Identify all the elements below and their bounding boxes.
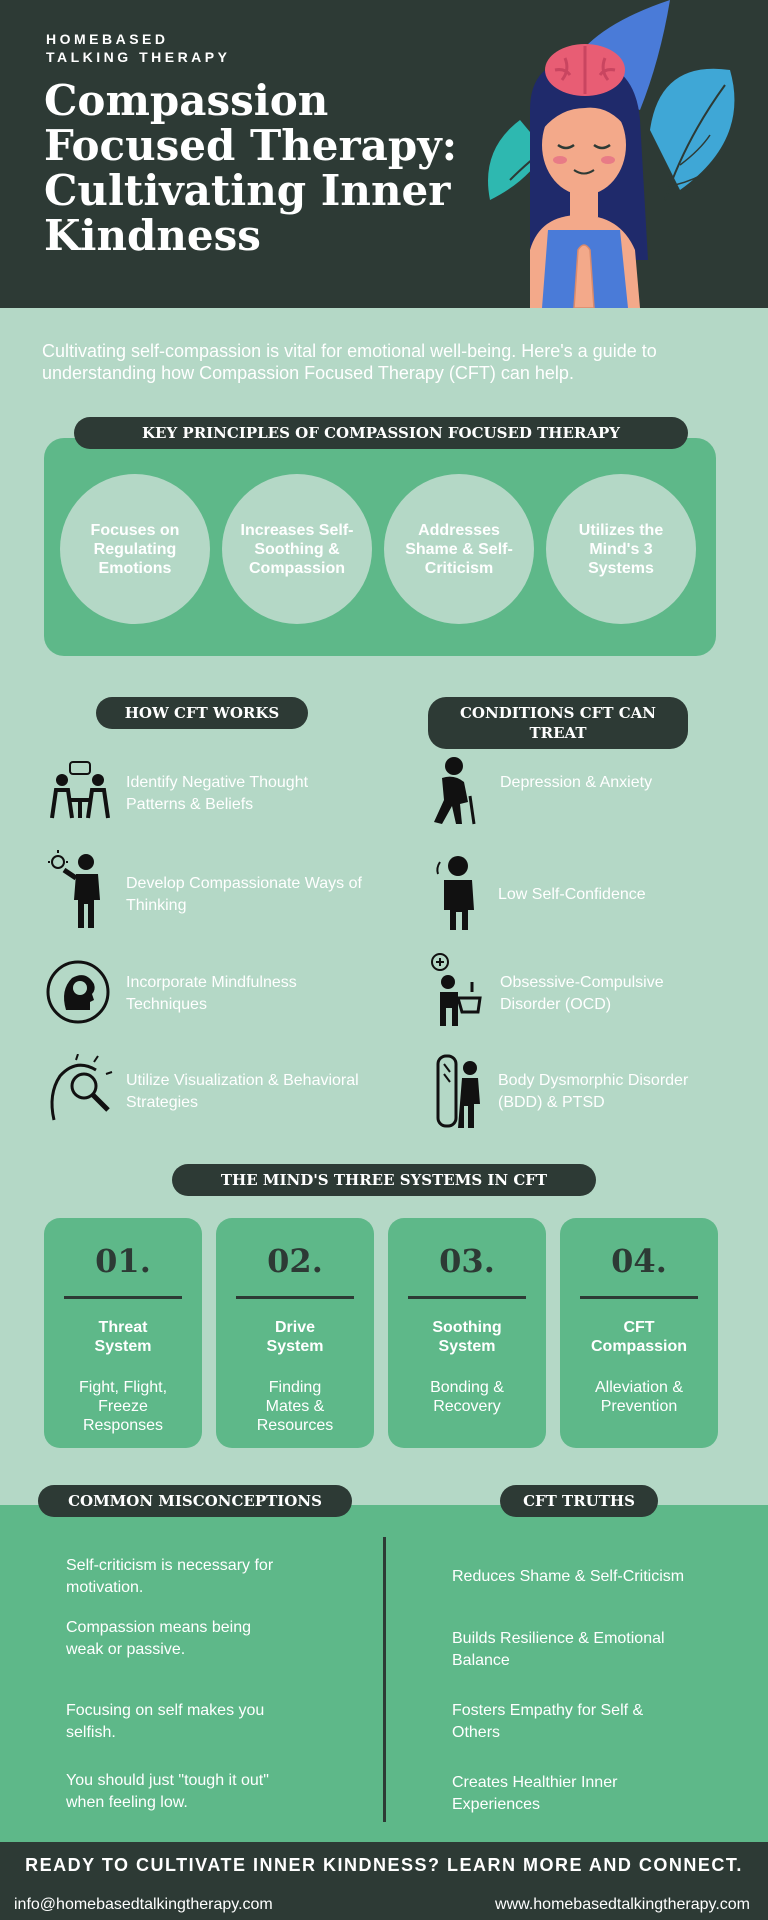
group-discussion-icon [46,760,114,820]
system-description: Fight, Flight, Freeze Responses [78,1379,168,1434]
misconception-item: Focusing on self makes you selfish. [66,1702,265,1741]
system-number: 02. [267,1242,323,1280]
column-divider [383,1537,386,1822]
truths-heading: CFT TRUTHS [500,1485,658,1517]
misconception-item: Compassion means being weak or passive. [66,1619,251,1658]
brand-line-1: HOMEBASED [46,31,169,47]
system-title: Soothing System [432,1319,502,1355]
how-cft-item: Utilize Visualization & Behavioral Strategies [126,1072,359,1111]
page-title: Compassion Focused Therapy: Cultivating Inner Kindness [44,76,458,260]
sad-person-icon [428,756,480,826]
system-card [44,1218,202,1448]
system-number: 04. [611,1242,667,1280]
how-cft-item: Develop Compassionate Ways of Thinking [126,875,362,914]
head-magnifier-icon [46,1054,116,1124]
system-number: 01. [95,1242,151,1280]
header-banner [0,0,768,308]
system-card [388,1218,546,1448]
truth-item: Builds Resilience & Emotional Balance [452,1630,665,1669]
condition-item: Depression & Anxiety [500,774,653,791]
misconception-item: You should just "tough it out" when feeling low. [66,1772,269,1811]
principles-heading: KEY PRINCIPLES OF COMPASSION FOCUSED THERAPY [74,417,688,449]
system-title: Drive System [266,1319,324,1355]
systems-heading: THE MIND'S THREE SYSTEMS IN CFT [172,1164,596,1196]
system-divider [580,1296,698,1299]
system-description: Alleviation & Prevention [594,1379,684,1415]
system-card [216,1218,374,1448]
idea-person-icon [48,850,110,930]
mirror-icon [436,1054,484,1130]
truth-item: Reduces Shame & Self-Criticism [452,1568,685,1585]
condition-item: Low Self-Confidence [498,886,646,903]
system-divider [408,1296,526,1299]
system-title: CFT Compassion [590,1319,687,1355]
conditions-heading: CONDITIONS CFT CAN TREAT [428,697,688,749]
shy-person-icon [434,852,478,932]
principle-circle: Addresses Shame & Self-Criticism [384,474,534,624]
brand-logo [46,30,230,66]
system-number: 03. [439,1242,495,1280]
email-link[interactable]: info@homebasedtalkingtherapy.com [14,1896,273,1913]
how-cft-heading: HOW CFT WORKS [96,697,308,729]
principle-circle: Focuses on Regulating Emotions [60,474,210,624]
call-to-action: READY TO CULTIVATE INNER KINDNESS? LEARN MORE AND CONNECT. [25,1855,743,1875]
principles-panel [44,438,716,656]
misconception-item: Self-criticism is necessary for motivation. [66,1557,274,1596]
brand-line-2: TALKING THERAPY [46,49,231,65]
system-description: Finding Mates & Resources [256,1379,334,1434]
principle-circle: Increases Self-Soothing & Compassion [222,474,372,624]
meditating-woman-illustration [470,0,768,308]
system-title: Threat System [94,1319,152,1355]
how-cft-item: Identify Negative Thought Patterns & Beliefs [126,774,309,813]
how-cft-item: Incorporate Mindfulness Techniques [126,974,297,1013]
system-divider [236,1296,354,1299]
website-link[interactable]: www.homebasedtalkingtherapy.com [495,1896,750,1913]
system-card [560,1218,718,1448]
intro-text: Cultivating self-compassion is vital for emotional well-being. Here's a guide to understanding how Compassion Focused Therapy (CFT) can help. [42,341,657,383]
truth-item: Fosters Empathy for Self & Others [452,1702,644,1741]
misconceptions-heading: COMMON MISCONCEPTIONS [38,1485,352,1517]
handwashing-icon [428,952,488,1028]
system-description: Bonding & Recovery [430,1379,504,1415]
mind-head-icon [46,960,110,1024]
condition-item: Obsessive-Compulsive Disorder (OCD) [500,974,664,1013]
condition-item: Body Dysmorphic Disorder (BDD) & PTSD [498,1072,689,1111]
principle-circle: Utilizes the Mind's 3 Systems [546,474,696,624]
system-divider [64,1296,182,1299]
truth-item: Creates Healthier Inner Experiences [452,1774,618,1813]
